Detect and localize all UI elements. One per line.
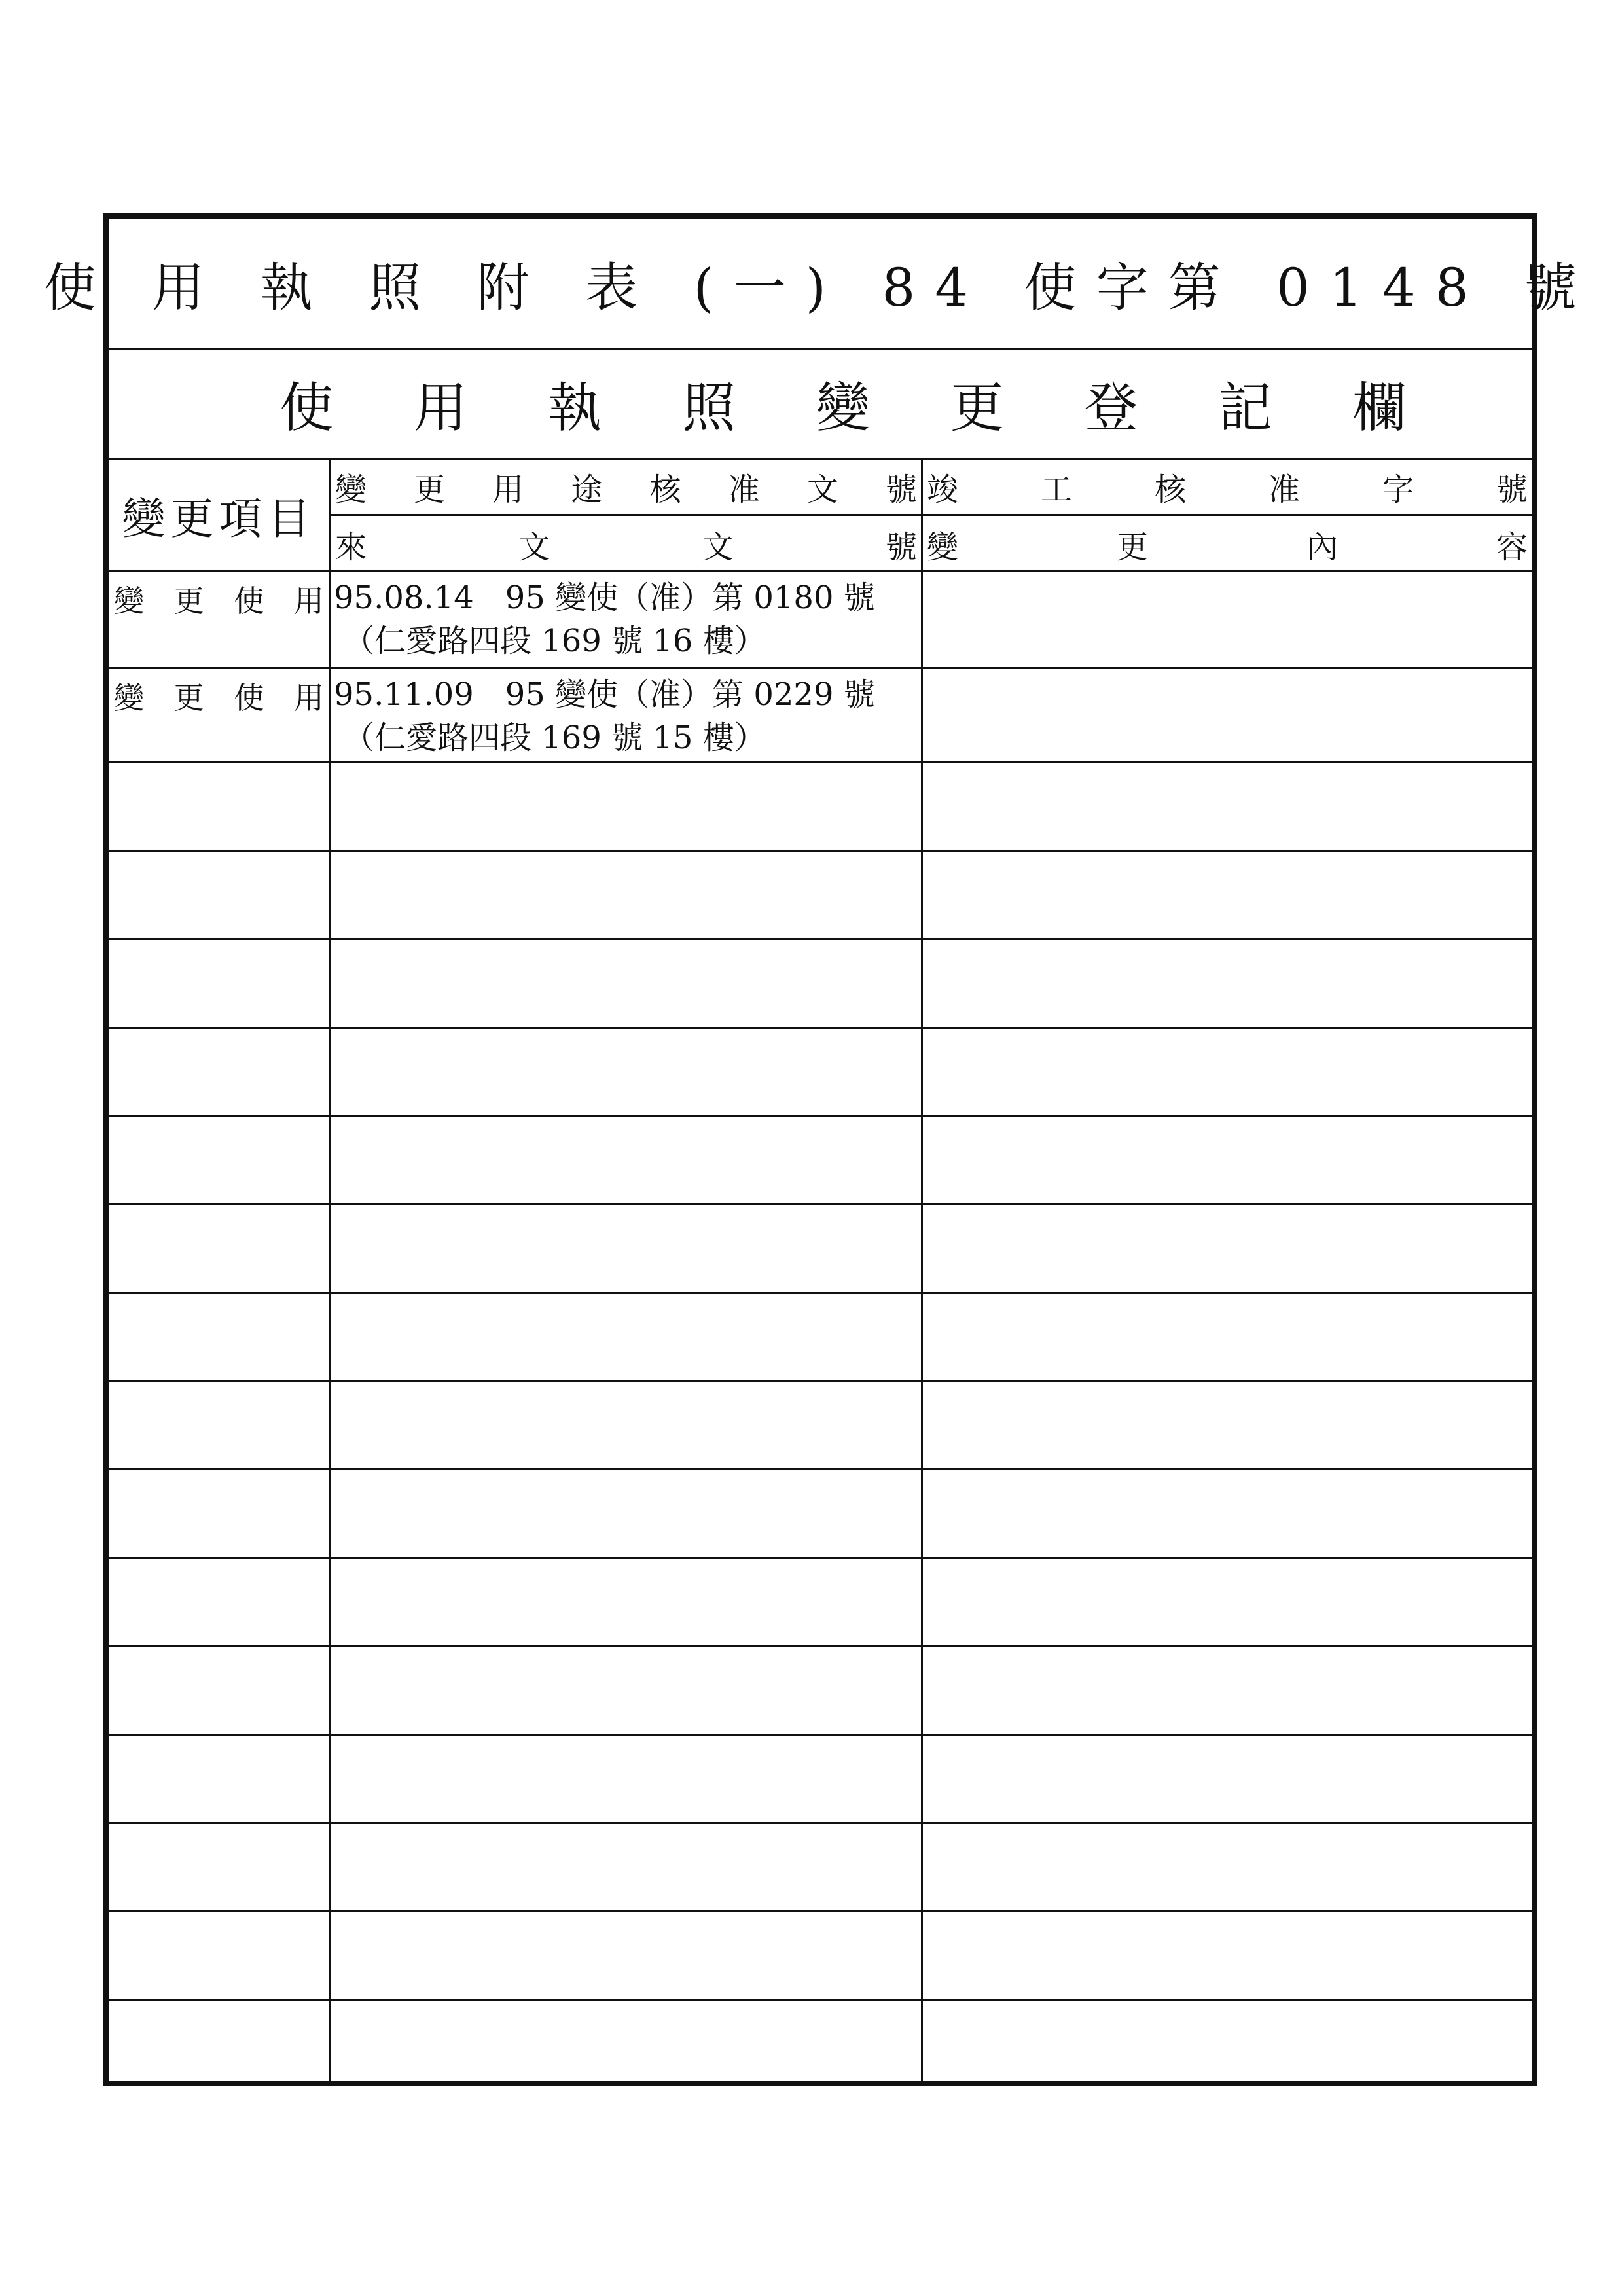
table-row <box>109 763 1532 852</box>
completion-cell <box>923 1912 1532 1999</box>
header-char: 文 <box>702 528 734 566</box>
permit-form <box>43 213 1597 2086</box>
approval-doc-line: 95.11.09 95 變使（准）第 0229 號 <box>334 676 875 713</box>
completion-cell <box>923 1470 1532 1557</box>
completion-cell <box>923 1294 1532 1380</box>
change-item-cell <box>109 852 331 938</box>
item-char: 更 <box>173 583 204 619</box>
completion-cell <box>923 572 1532 667</box>
approval-doc-cell <box>331 1824 923 1910</box>
header-char: 文 <box>518 528 550 566</box>
table-row <box>109 1294 1532 1382</box>
change-item-cell <box>109 1824 331 1910</box>
change-item-cell <box>109 2001 331 2081</box>
header-char: 字 <box>1382 471 1414 508</box>
item-char: 變 <box>114 680 144 716</box>
subtitle-char: 更 <box>950 377 1004 439</box>
change-item-cell <box>109 940 331 1027</box>
approval-doc-cell <box>331 1205 923 1292</box>
subtitle-char: 變 <box>816 377 870 439</box>
completion-cell <box>923 940 1532 1027</box>
change-item-cell <box>109 572 331 667</box>
header-char: 途 <box>571 471 603 508</box>
subtitle-char: 登 <box>1084 377 1138 439</box>
header-char: 核 <box>1154 471 1186 508</box>
approval-doc-cell <box>331 1382 923 1468</box>
approval-doc-line: 95.08.14 95 變使（准）第 0180 號 <box>334 579 875 616</box>
item-char: 變 <box>114 583 144 619</box>
change-item-cell <box>109 763 331 850</box>
change-item-cell <box>109 1559 331 1645</box>
table-row <box>109 1470 1532 1559</box>
form-title: 使 用 執 照 附 表 (一) 84 使字第 0148 號 <box>43 257 1597 318</box>
header-approval-doc <box>331 460 923 572</box>
approval-doc-cell <box>331 763 923 850</box>
header-char: 工 <box>1040 471 1072 508</box>
change-item-cell <box>109 1382 331 1468</box>
header-change-item: 變更項目 <box>109 460 331 572</box>
completion-cell <box>923 1205 1532 1292</box>
header-completion-approval <box>923 460 1532 572</box>
table-row <box>109 940 1532 1029</box>
form-title-row <box>43 219 1597 350</box>
change-item-cell <box>109 1294 331 1380</box>
approval-doc-cell <box>331 1294 923 1380</box>
item-char: 更 <box>173 680 204 716</box>
item-char: 使 <box>234 680 264 716</box>
table-row <box>109 1736 1532 1824</box>
header-char: 內 <box>1306 528 1338 566</box>
header-char: 更 <box>1116 528 1148 566</box>
change-item-cell <box>109 1647 331 1734</box>
header-char: 號 <box>885 471 917 508</box>
table-row <box>109 1382 1532 1470</box>
header-char: 更 <box>414 471 446 508</box>
header-char: 變 <box>927 528 959 566</box>
completion-cell <box>923 1824 1532 1910</box>
completion-cell <box>923 763 1532 850</box>
item-char: 使 <box>234 583 264 619</box>
table-row <box>109 1647 1532 1736</box>
item-char: 用 <box>293 680 324 716</box>
approval-address-line: （仁愛路四段 169 號 16 樓） <box>343 623 766 659</box>
header-right-bottom <box>923 516 1532 572</box>
approval-doc-cell <box>331 1029 923 1115</box>
approval-doc-cell <box>331 1117 923 1203</box>
header-char: 來 <box>335 528 367 566</box>
subtitle-char: 用 <box>414 377 468 439</box>
header-char: 文 <box>806 471 838 508</box>
subtitle-char: 記 <box>1218 377 1272 439</box>
approval-doc-cell <box>331 940 923 1027</box>
table-row <box>109 572 1532 669</box>
table-body <box>109 572 1532 2081</box>
change-item-cell <box>109 1205 331 1292</box>
completion-cell <box>923 1117 1532 1203</box>
subtitle-char: 欄 <box>1352 377 1407 439</box>
table-row <box>109 1205 1532 1294</box>
approval-doc-cell <box>331 2001 923 2081</box>
header-char: 容 <box>1496 528 1528 566</box>
completion-cell <box>923 1382 1532 1468</box>
item-char: 用 <box>293 583 324 619</box>
subtitle-char: 照 <box>682 377 736 439</box>
approval-doc-cell <box>331 1647 923 1734</box>
header-mid-top <box>331 460 921 516</box>
subtitle-char: 執 <box>548 377 602 439</box>
approval-doc-cell <box>331 852 923 938</box>
completion-cell <box>923 1736 1532 1822</box>
header-mid-bottom <box>331 516 921 572</box>
change-item-cell <box>109 669 331 761</box>
header-char: 用 <box>492 471 524 508</box>
table-row <box>109 1912 1532 2001</box>
header-char: 號 <box>1496 471 1528 508</box>
change-item-cell <box>109 1912 331 1999</box>
approval-doc-cell <box>331 669 923 761</box>
completion-cell <box>923 1029 1532 1115</box>
table-row <box>109 852 1532 940</box>
header-right-top <box>923 460 1532 516</box>
header-char: 核 <box>649 471 681 508</box>
approval-address-line: （仁愛路四段 169 號 15 樓） <box>343 720 766 756</box>
completion-cell <box>923 852 1532 938</box>
table-row <box>109 2001 1532 2081</box>
approval-doc-cell <box>331 572 923 667</box>
approval-doc-cell <box>331 1736 923 1822</box>
change-item-cell <box>109 1470 331 1557</box>
change-item-cell <box>109 1736 331 1822</box>
header-char: 變 <box>335 471 367 508</box>
change-item-cell <box>109 1117 331 1203</box>
subtitle-char: 使 <box>279 377 334 439</box>
approval-doc-cell <box>331 1912 923 1999</box>
approval-doc-cell <box>331 1559 923 1645</box>
table-row <box>109 1117 1532 1205</box>
completion-cell <box>923 2001 1532 2081</box>
table-row <box>109 669 1532 763</box>
header-char: 准 <box>1268 471 1300 508</box>
approval-doc-cell <box>331 1470 923 1557</box>
table-row <box>109 1559 1532 1647</box>
header-char: 竣 <box>927 471 959 508</box>
table-row <box>109 1824 1532 1912</box>
completion-cell <box>923 1559 1532 1645</box>
header-char: 准 <box>728 471 760 508</box>
completion-cell <box>923 1647 1532 1734</box>
table-row <box>109 1029 1532 1117</box>
header-char: 號 <box>885 528 917 566</box>
form-subtitle-row <box>109 350 1532 460</box>
completion-cell <box>923 669 1532 761</box>
change-item-cell <box>109 1029 331 1115</box>
